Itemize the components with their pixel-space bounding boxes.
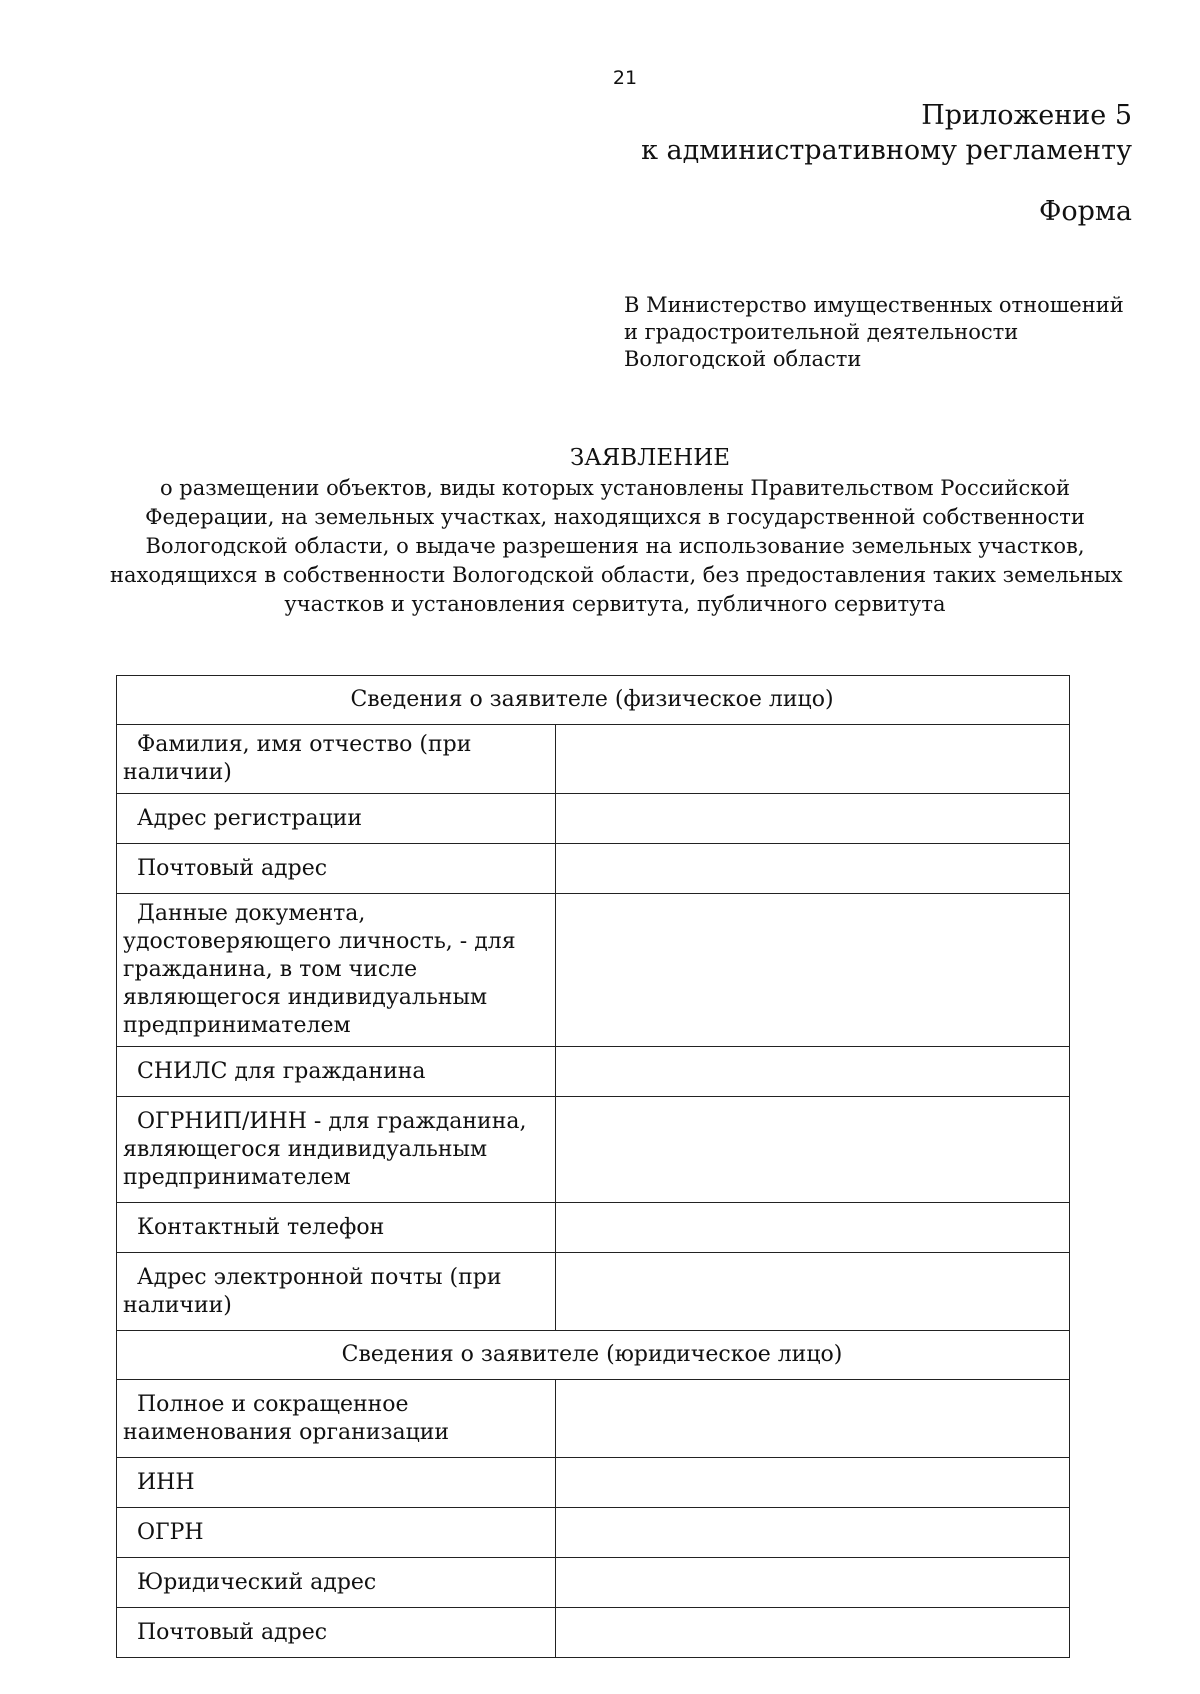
field-label-legal-address: Юридический адрес	[117, 1558, 556, 1608]
field-label-registration-address: Адрес регистрации	[117, 794, 556, 844]
field-value-organization-name[interactable]	[556, 1380, 1070, 1458]
applicant-form-table	[116, 675, 1070, 1658]
addressee-block	[624, 292, 1124, 373]
field-label-postal-address: Почтовый адрес	[117, 844, 556, 894]
addressee-line-3: Вологодской области	[624, 347, 862, 371]
field-label-legal-postal-address: Почтовый адрес	[117, 1608, 556, 1658]
subject-line-3: Вологодской области, о выдаче разрешения на использование земельных участков,	[145, 534, 1085, 558]
table-row	[117, 725, 1070, 794]
page-number: 21	[612, 67, 638, 89]
table-row	[117, 1047, 1070, 1097]
section-header-legal: Сведения о заявителе (юридическое лицо)	[117, 1331, 1070, 1380]
field-value-ogrn[interactable]	[556, 1508, 1070, 1558]
form-label: Форма	[1038, 196, 1132, 227]
document-title: ЗАЯВЛЕНИЕ	[569, 445, 731, 471]
addressee-line-2: и градостроительной деятельности	[624, 320, 1019, 344]
field-value-snils[interactable]	[556, 1047, 1070, 1097]
field-value-postal-address[interactable]	[556, 844, 1070, 894]
section-header-individual: Сведения о заявителе (физическое лицо)	[117, 676, 1070, 725]
subject-line-1: о размещении объектов, виды которых установлены Правительством Российской	[159, 476, 1071, 500]
table-row	[117, 1508, 1070, 1558]
field-value-full-name[interactable]	[556, 725, 1070, 794]
field-value-legal-postal-address[interactable]	[556, 1608, 1070, 1658]
field-value-phone[interactable]	[556, 1203, 1070, 1253]
field-label-snils: СНИЛС для гражданина	[117, 1047, 556, 1097]
field-value-legal-address[interactable]	[556, 1558, 1070, 1608]
table-row	[117, 794, 1070, 844]
subject-line-2: Федерации, на земельных участках, находящихся в государственной собственности	[145, 505, 1085, 529]
subject-line-4: находящихся в собственности Вологодской области, без предоставления таких земельных	[110, 563, 1123, 587]
addressee-line-1: В Министерство имущественных отношений	[624, 293, 1124, 317]
table-row	[117, 1458, 1070, 1508]
field-value-registration-address[interactable]	[556, 794, 1070, 844]
document-subject	[110, 474, 1123, 619]
field-label-organization-name: Полное и сокращенное наименования организации	[117, 1380, 556, 1458]
appendix-line-1: Приложение 5	[921, 100, 1132, 131]
appendix-header	[641, 98, 1132, 168]
table-row	[117, 894, 1070, 1047]
field-value-inn[interactable]	[556, 1458, 1070, 1508]
section-row-legal	[117, 1331, 1070, 1380]
subject-line-5: участков и установления сервитута, публичного сервитута	[284, 592, 946, 616]
field-label-email: Адрес электронной почты (при наличии)	[117, 1253, 556, 1331]
table-row	[117, 1608, 1070, 1658]
field-value-ogrnip-inn[interactable]	[556, 1097, 1070, 1203]
table-row	[117, 844, 1070, 894]
table-row	[117, 1097, 1070, 1203]
field-label-ogrn: ОГРН	[117, 1508, 556, 1558]
table-row	[117, 1380, 1070, 1458]
appendix-line-2: к административному регламенту	[641, 135, 1132, 166]
table-row	[117, 1203, 1070, 1253]
field-label-ogrnip-inn: ОГРНИП/ИНН - для гражданина, являющегося индивидуальным предпринимателем	[117, 1097, 556, 1203]
field-label-inn: ИНН	[117, 1458, 556, 1508]
field-label-identity-document: Данные документа, удостоверяющего личность, - для гражданина, в том числе являющегося индивидуальным предпринимателем	[117, 894, 556, 1047]
field-value-identity-document[interactable]	[556, 894, 1070, 1047]
field-label-full-name: Фамилия, имя отчество (при наличии)	[117, 725, 556, 794]
table-row	[117, 1253, 1070, 1331]
field-label-phone: Контактный телефон	[117, 1203, 556, 1253]
field-value-email[interactable]	[556, 1253, 1070, 1331]
section-row-individual	[117, 676, 1070, 725]
table-row	[117, 1558, 1070, 1608]
